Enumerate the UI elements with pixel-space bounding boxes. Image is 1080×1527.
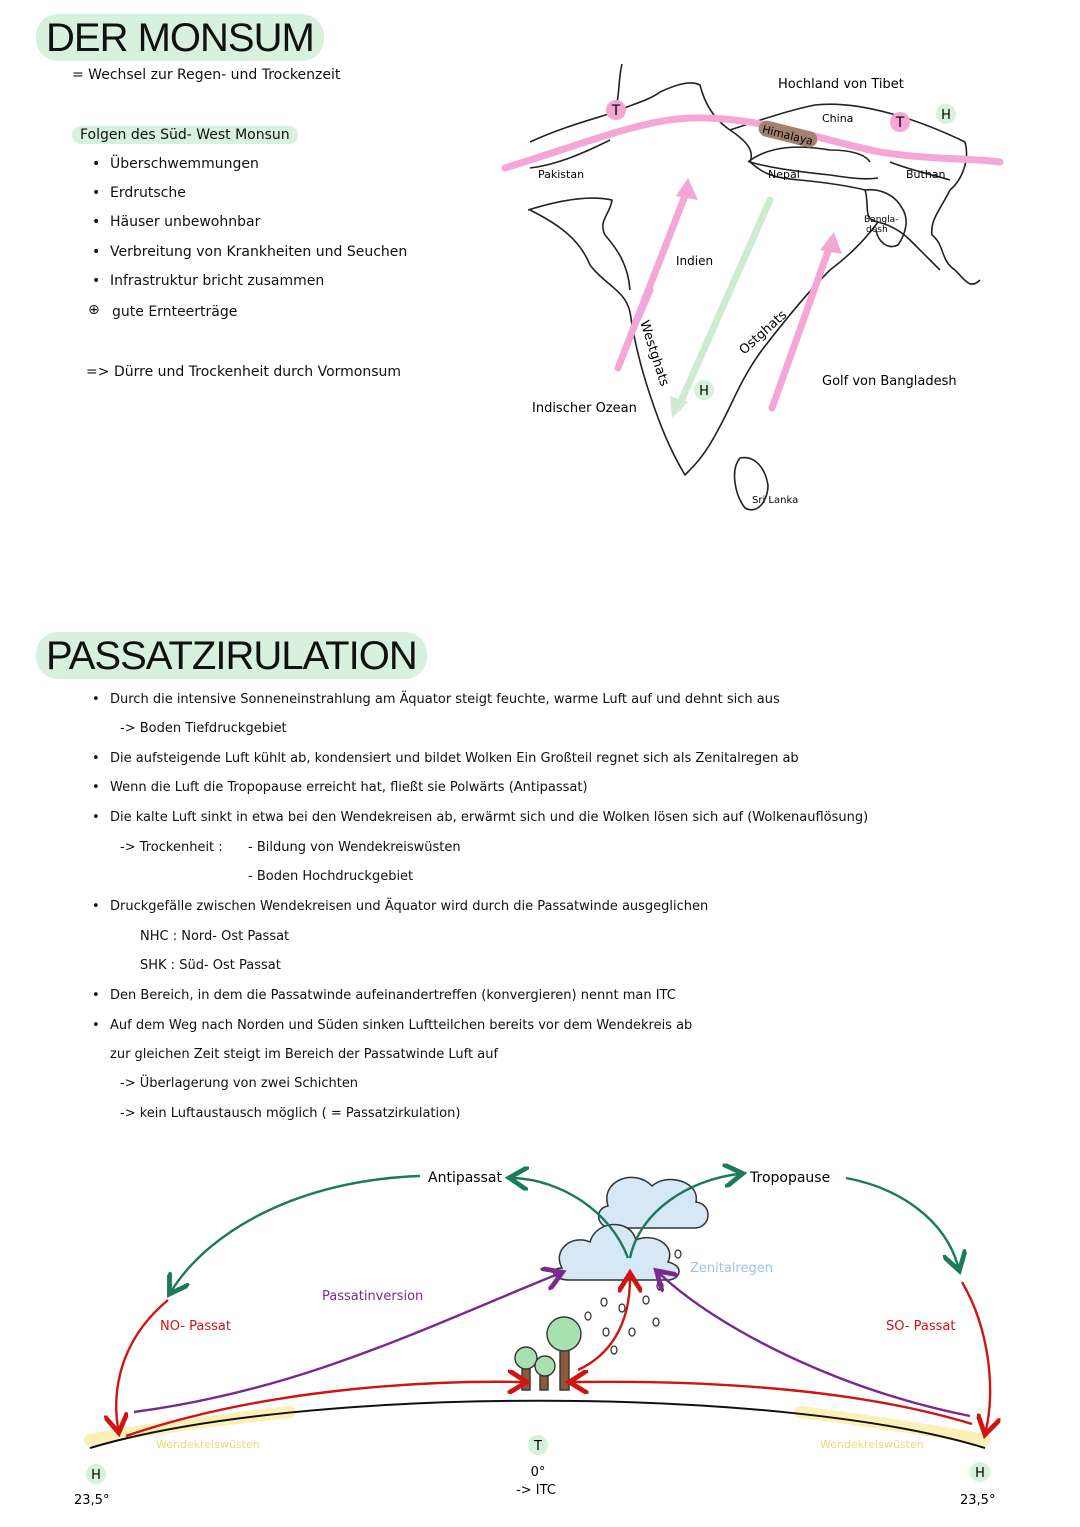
conclusion-arrow: =>	[86, 364, 110, 380]
desert-label-left: Wendekreiswüsten	[156, 1438, 260, 1451]
dry-label: -> Trockenheit :	[120, 840, 223, 855]
passat-title: PASSATZIRULATION	[36, 632, 427, 679]
west-coast-detail	[605, 235, 630, 290]
himalaya-label: Himalaya	[760, 122, 815, 149]
list-item: • Infrastruktur bricht zusammen	[110, 273, 324, 289]
india-label: Indien	[676, 254, 714, 268]
latitude-right-label: 23,5°	[960, 1493, 996, 1508]
bangladesh-label: Bangla-	[864, 215, 899, 225]
monsoon-arrowhead-east	[820, 232, 842, 254]
gulf-label: Golf von Bangladesh	[822, 374, 957, 389]
eastghats-label: Ostghats	[736, 307, 791, 358]
dry-item: - Boden Hochdruckgebiet	[248, 869, 414, 884]
positive-consequence: gute Ernteerträge	[112, 304, 238, 320]
list-item: • Wenn die Luft die Tropopause erreicht hat, fließt sie Polwärts (Antipassat)	[110, 780, 588, 795]
so-passat-label: SO- Passat	[886, 1319, 956, 1334]
ocean-label: Indischer Ozean	[532, 401, 637, 416]
list-item: • Überschwemmungen	[110, 156, 259, 172]
itc-label: -> ITC	[516, 1483, 556, 1498]
shk-line: SHK : Süd- Ost Passat	[140, 958, 281, 973]
list-item: • Durch die intensive Sonneneinstrahlung am Äquator steigt feuchte, warme Luft auf und dehnt sich aus	[110, 692, 780, 707]
nhc-line: NHC : Nord- Ost Passat	[140, 929, 290, 944]
high-pressure-label-south: H	[699, 384, 709, 399]
dry-item: - Bildung von Wendekreiswüsten	[248, 840, 461, 855]
latitude-left-label: 23,5°	[74, 1493, 110, 1508]
passat-diagram	[0, 1150, 1080, 1520]
monsoon-subheading: Folgen des Süd- West Monsun	[72, 126, 298, 144]
list-item: • Verbreitung von Krankheiten und Seuchen	[110, 244, 407, 260]
antipassat-right-arrow	[846, 1178, 958, 1266]
antipassat-left-arrow	[172, 1176, 420, 1290]
nepal-inner	[748, 147, 870, 162]
antipassat-label: Antipassat	[428, 1170, 502, 1186]
high-pressure-label-china: H	[941, 108, 951, 123]
tropopause-label: Tropopause	[750, 1170, 831, 1186]
list-item: • Häuser unbewohnbar	[110, 214, 260, 230]
equator-label: 0°	[530, 1465, 546, 1480]
so-passat-descend-arrow	[962, 1282, 990, 1430]
bhutan-label: Buthan	[906, 168, 946, 181]
list-subitem: -> Boden Tiefdruckgebiet	[120, 721, 287, 736]
india-north-border	[615, 83, 878, 179]
low-pressure-label-china: T	[895, 115, 905, 131]
passatinversion-right-arrow	[660, 1274, 970, 1416]
desert-label-right: Wendekreiswüsten	[820, 1438, 924, 1451]
positive-symbol: ⊕	[88, 302, 100, 318]
tibet-label: Hochland von Tibet	[778, 77, 904, 92]
china-label: China	[822, 112, 854, 125]
no-passat-label: NO- Passat	[160, 1319, 231, 1334]
continuation-line: zur gleichen Zeit steigt im Bereich der Passatwinde Luft auf	[110, 1047, 499, 1062]
pakistan-label: Pakistan	[538, 168, 585, 181]
monsoon-conclusion: Dürre und Trockenheit durch Vormonsum	[114, 364, 402, 380]
result-line: -> Überlagerung von zwei Schichten	[120, 1076, 359, 1091]
bangladesh-label-2: desh	[866, 225, 888, 235]
srilanka-label: Sri Lanka	[752, 495, 799, 506]
dry-monsoon-arrow	[678, 200, 770, 408]
passatinversion-label: Passatinversion	[322, 1289, 424, 1304]
nepal-label: Nepal	[768, 168, 800, 181]
high-label-left: H	[91, 1468, 101, 1483]
low-pressure-label: T	[611, 103, 621, 119]
trees-icon	[515, 1317, 581, 1390]
westghats-label: Westghats	[636, 318, 672, 389]
india-map	[500, 50, 1020, 530]
list-item: • Den Bereich, in dem die Passatwinde aufeinandertreffen (konvergieren) nennt man ITC	[110, 988, 676, 1003]
pakistan-border	[528, 64, 622, 235]
list-item: • Auf dem Weg nach Norden und Süden sinken Luftteilchen bereits vor dem Wendekreis ab	[110, 1018, 692, 1033]
list-item: • Druckgefälle zwischen Wendekreisen und Äquator wird durch die Passatwinde ausgeglichen	[110, 899, 708, 914]
list-item: • Erdrutsche	[110, 185, 186, 201]
list-item: • Die kalte Luft sinkt in etwa bei den Wendekreisen ab, erwärmt sich und die Wolken lösen sich auf (Wolkenauflösung)	[110, 810, 868, 825]
monsoon-title: DER MONSUM	[36, 14, 324, 61]
zenitalregen-label: Zenitalregen	[690, 1261, 773, 1276]
monsoon-arrowhead-west	[676, 178, 698, 200]
high-label-right: H	[975, 1466, 985, 1481]
monsoon-definition: = Wechsel zur Regen- und Trockenzeit	[72, 67, 341, 83]
result-line: -> kein Luftaustausch möglich ( = Passatzirkulation)	[120, 1106, 461, 1121]
low-label-itc: T	[534, 1439, 542, 1454]
cloud-icon	[554, 1177, 708, 1280]
list-item: • Die aufsteigende Luft kühlt ab, kondensiert und bildet Wolken Ein Großteil regnet sich als Zenitalregen ab	[110, 751, 799, 766]
itc-updraft-arrow	[578, 1278, 630, 1370]
